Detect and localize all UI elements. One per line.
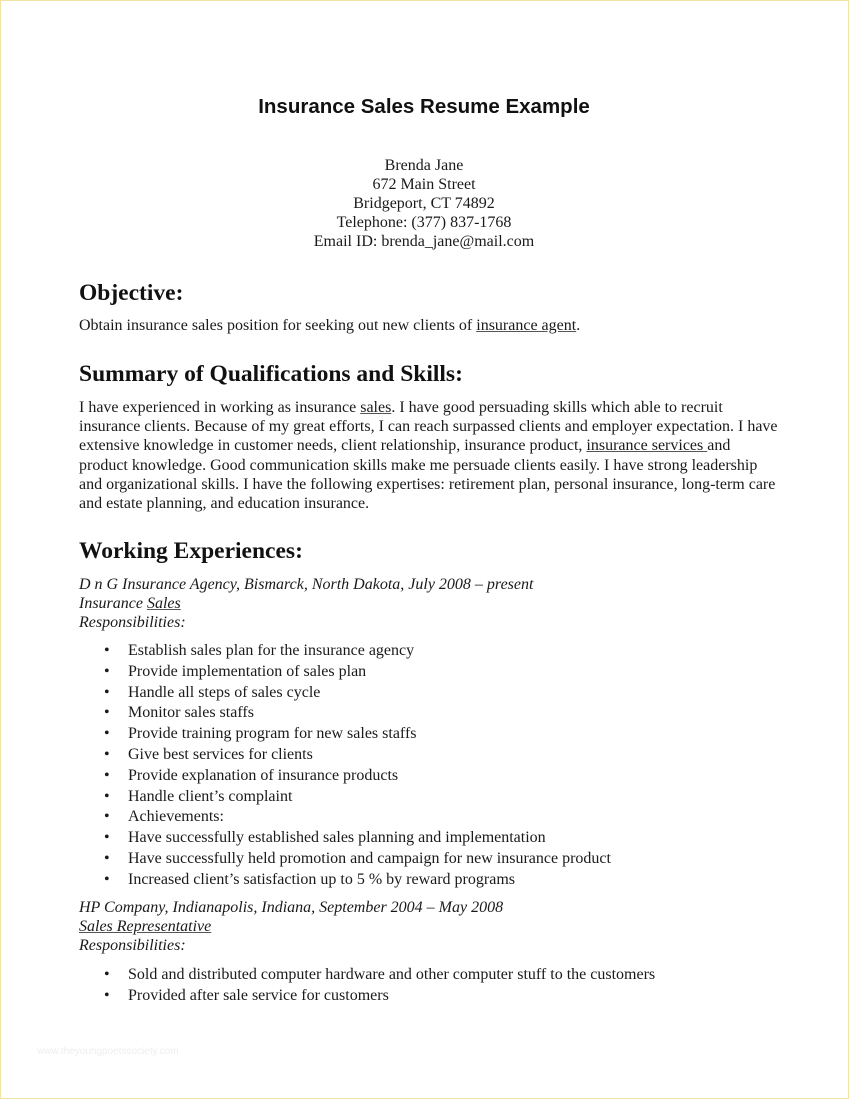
list-item: • Achievements: [79, 807, 611, 828]
summary-text: I have experienced in working as insurance sales. I have good persuading skills which able to recruit insurance clients. Because of my great efforts, I can reach surpassed clients and employer expectation. I have extensive knowledge in customer needs, client relationship, insurance product, insurance services and product knowledge. Good communication skills make me persuade clients easily. I have strong leadership and organizational skills. I have the following expertises: retirement plan, personal insurance, long-term care and estate planning, and education insurance. [79, 399, 778, 513]
job-1-company: D n G Insurance Agency, Bismarck, North Dakota, July 2008 – present [79, 576, 534, 593]
job-1-header [79, 575, 533, 633]
list-item: • Sold and distributed computer hardware and other computer stuff to the customers [79, 965, 655, 986]
list-item: • Provided after sale service for customers [79, 986, 655, 1007]
list-item: • Give best services for clients [79, 745, 611, 766]
contact-name: Brenda Jane [384, 157, 464, 174]
list-item: • Handle all steps of sales cycle [79, 683, 611, 704]
objective-heading: Objective: [79, 280, 184, 306]
contact-city: Bridgeport, CT 74892 [353, 195, 495, 212]
sales-link[interactable]: sales [360, 399, 392, 416]
list-item: • Provide implementation of sales plan [79, 662, 611, 683]
summary-heading: Summary of Qualifications and Skills: [79, 361, 463, 387]
objective-text: Obtain insurance sales position for seeking out new clients of insurance agent. [79, 317, 581, 334]
list-item: • Have successfully established sales planning and implementation [79, 828, 611, 849]
sales-role-link[interactable]: Sales [146, 595, 181, 613]
insurance-agent-link[interactable]: insurance agent [476, 317, 577, 334]
contact-email: Email ID: brenda_jane@mail.com [313, 233, 535, 250]
list-item: • Establish sales plan for the insurance agency [79, 641, 611, 662]
contact-block [79, 156, 769, 251]
sales-representative-link[interactable]: Sales Representative [79, 918, 212, 936]
insurance-services-link[interactable]: insurance services [586, 437, 708, 455]
list-item: • Handle client’s complaint [79, 787, 611, 808]
job-1-list [79, 641, 611, 891]
job-2-role [79, 917, 503, 936]
experience-heading: Working Experiences: [79, 538, 303, 564]
job-2-company: HP Company, Indianapolis, Indiana, September 2004 – May 2008 [79, 899, 504, 916]
list-item: • Provide training program for new sales staffs [79, 724, 611, 745]
list-item: • Have successfully held promotion and campaign for new insurance product [79, 849, 611, 870]
job-2-header [79, 898, 503, 956]
watermark: www.theyoungpoetssociety.com [37, 1046, 179, 1057]
contact-phone: Telephone: (377) 837-1768 [336, 214, 512, 231]
contact-street: 672 Main Street [372, 176, 476, 193]
list-item: • Provide explanation of insurance products [79, 766, 611, 787]
list-item: • Monitor sales staffs [79, 703, 611, 724]
job-1-responsibilities-label: Responsibilities: [79, 614, 186, 632]
job-2-list [79, 965, 655, 1007]
list-item: • Increased client’s satisfaction up to 5 % by reward programs [79, 870, 611, 891]
resume-title: Insurance Sales Resume Example [258, 95, 590, 118]
job-1-role: Insurance Sales [79, 595, 181, 613]
job-2-responsibilities-label: Responsibilities: [79, 937, 186, 955]
